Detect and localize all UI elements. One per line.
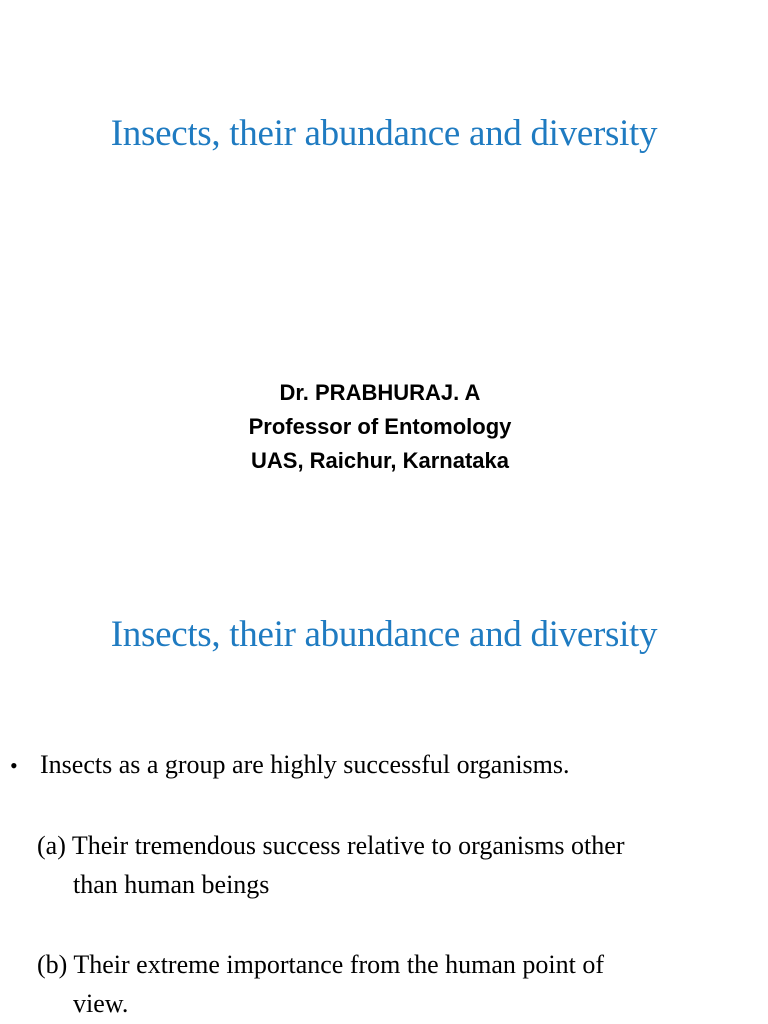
list-item-line: than human beings bbox=[73, 870, 270, 899]
bullet-text: Insects as a group are highly successful organisms. bbox=[40, 750, 570, 779]
author-position: Professor of Entomology bbox=[248, 414, 512, 439]
list-item-line: (a) Their tremendous success relative to organisms other bbox=[37, 831, 625, 860]
list-item-line: (b) Their extreme importance from the human point of bbox=[37, 950, 604, 979]
author-affiliation: UAS, Raichur, Karnataka bbox=[251, 448, 509, 473]
list-item bbox=[37, 945, 757, 1023]
list-item-line: view. bbox=[73, 989, 129, 1018]
slide-content bbox=[0, 560, 768, 1024]
bullet-item bbox=[8, 750, 570, 780]
bullet-marker: • bbox=[10, 753, 18, 778]
list-item bbox=[37, 826, 757, 904]
content-slide bbox=[0, 560, 768, 1024]
slide-title: Insects, their abundance and diversity bbox=[110, 113, 658, 154]
author-name: Dr. PRABHURAJ. A bbox=[279, 380, 481, 405]
author-block bbox=[0, 376, 760, 478]
slide-title: Insects, their abundance and diversity bbox=[110, 614, 658, 655]
